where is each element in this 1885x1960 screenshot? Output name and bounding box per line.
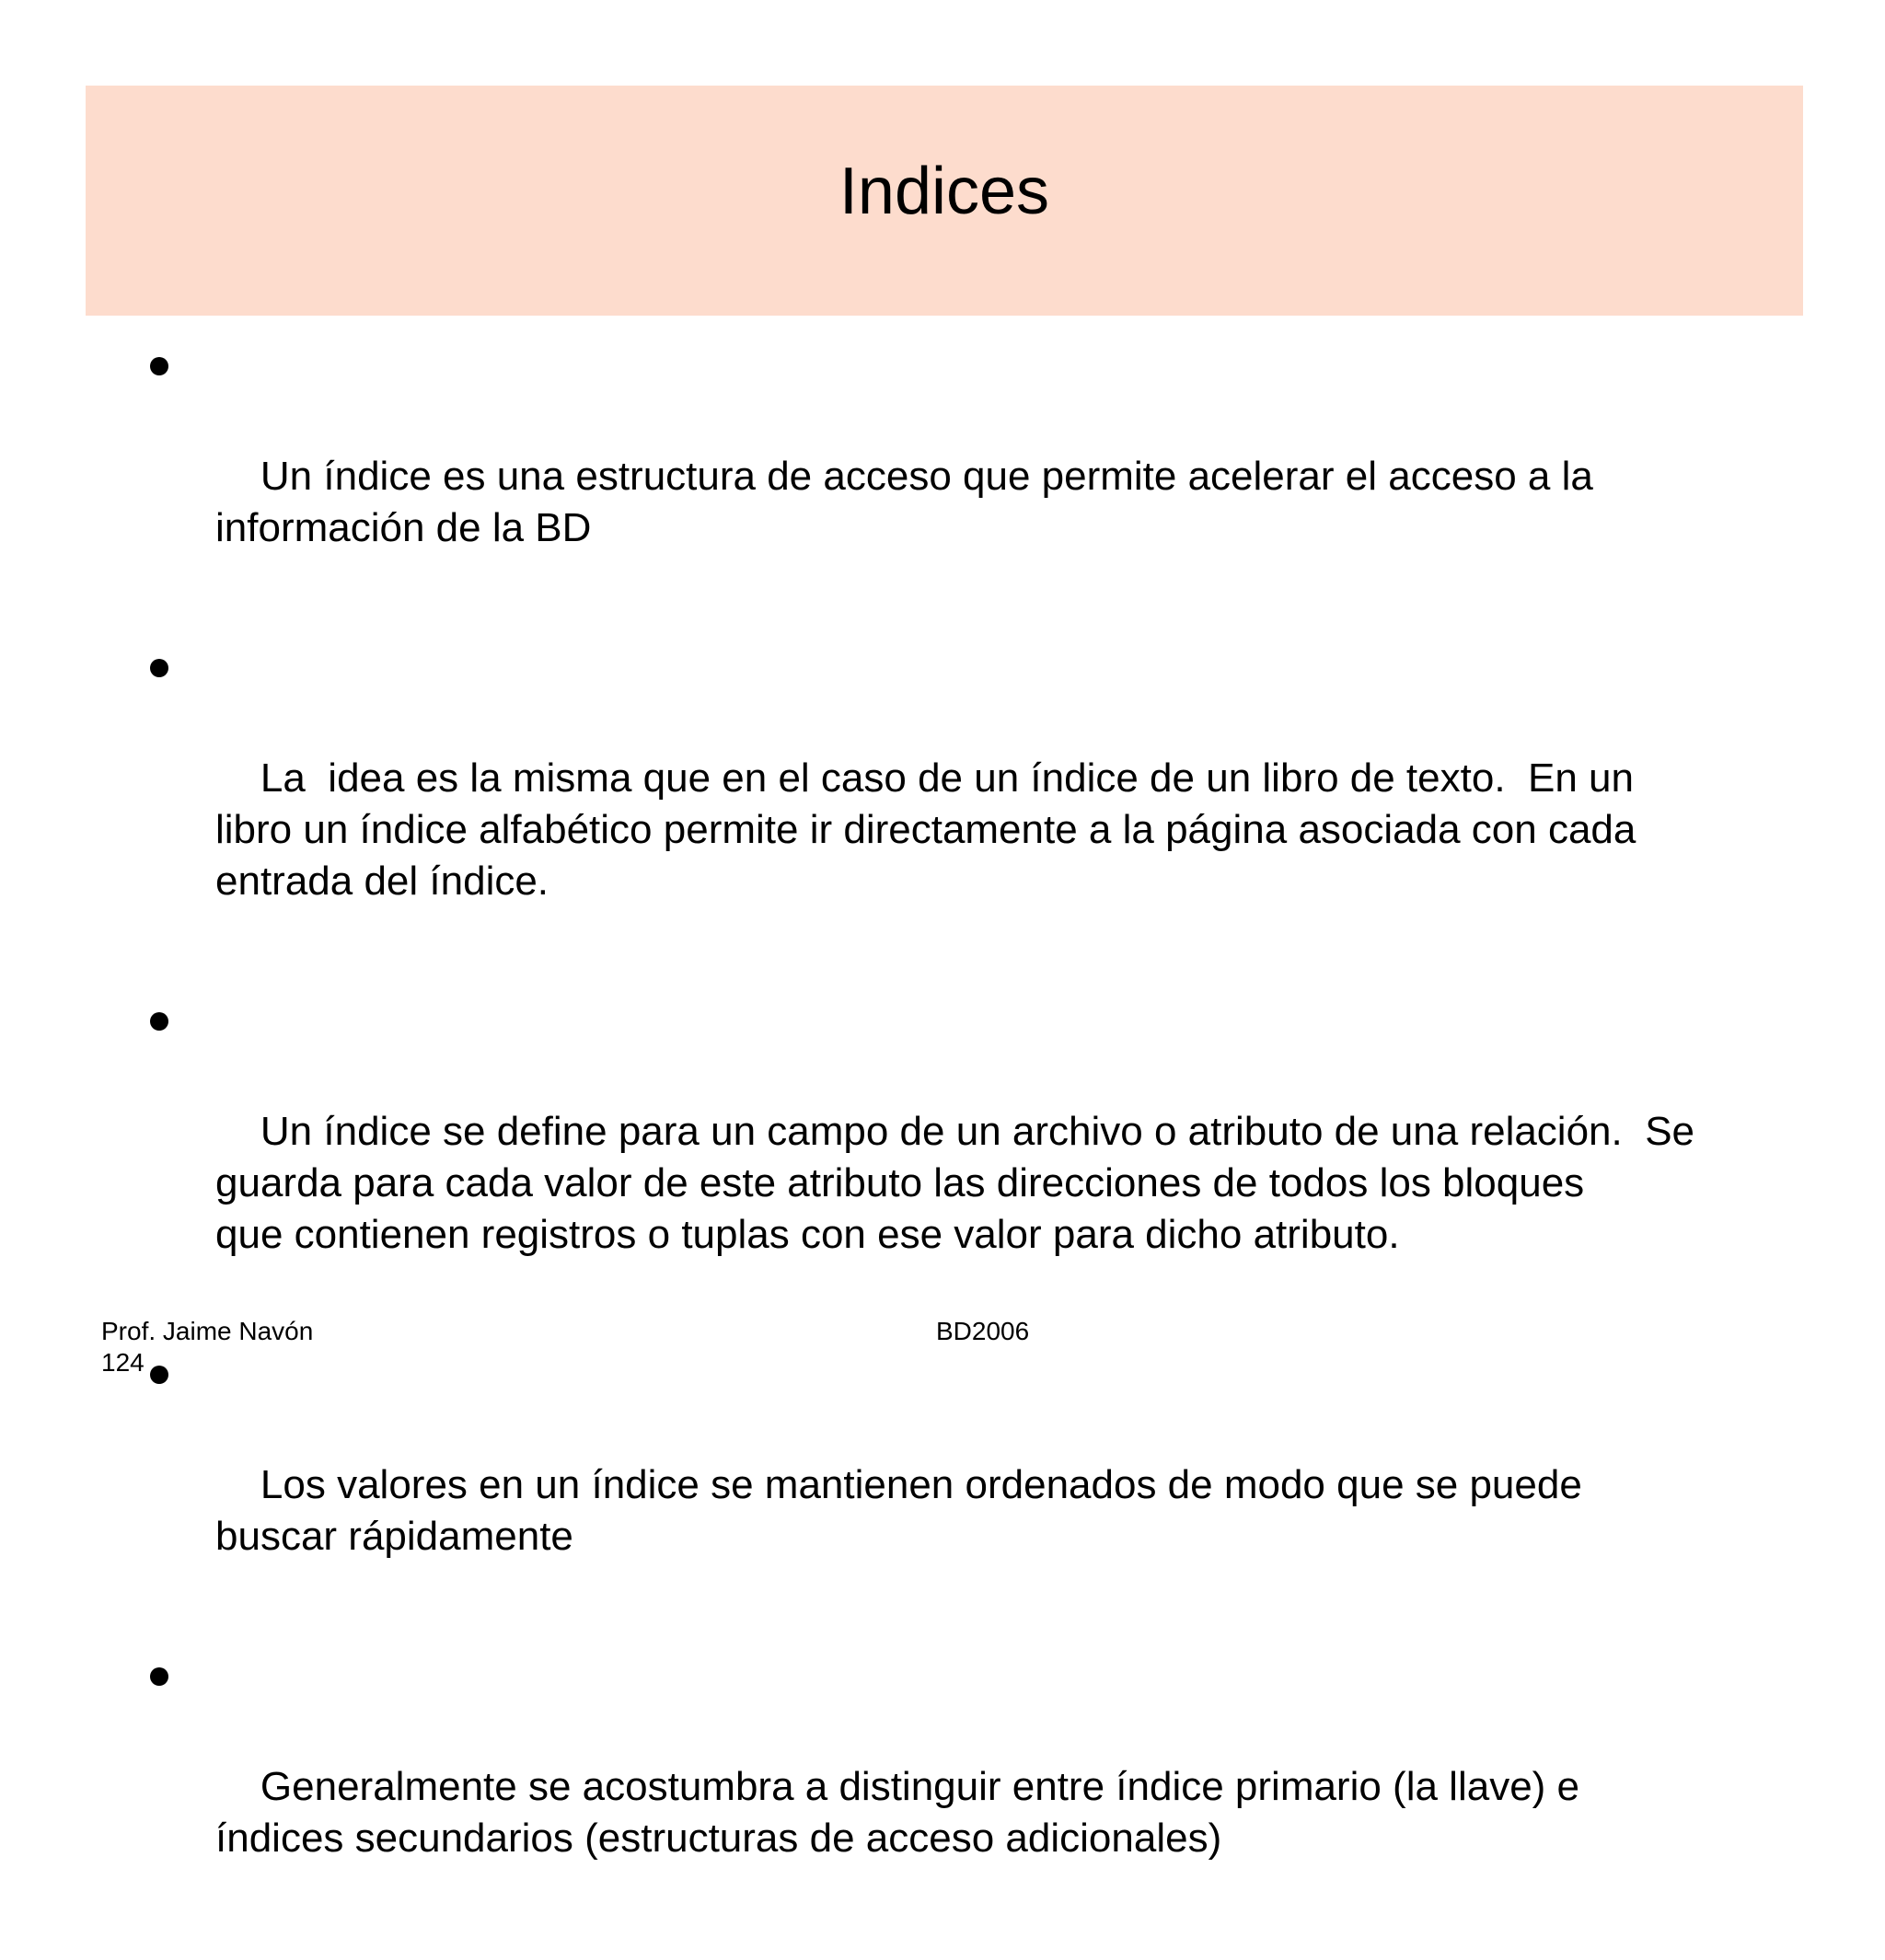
bullet-dot-icon (150, 1012, 168, 1031)
bullet-dot-icon (150, 357, 168, 375)
footer-left (101, 1316, 313, 1378)
bullet-text: Los valores en un índice se mantienen ordenados de modo que se puede buscar rápidamente (215, 1462, 1582, 1559)
bullet-dot-icon (150, 1667, 168, 1686)
bullet-dot-icon (150, 659, 168, 677)
bullet-item (0, 1658, 1885, 1916)
bullet-item (0, 348, 1885, 605)
bullet-text: La idea es la misma que en el caso de un índice de un libro de texto. En un libro un índice alfabético permite ir directamente a la página asociada con cada entrada del índice. (215, 755, 1636, 904)
bullet-item (0, 650, 1885, 959)
bullet-text: Un índice se define para un campo de un archivo o atributo de una relación. Se guarda para cada valor de este atributo las direcciones de todos los bloques que contienen registros o tuplas con ese valor para dicho atributo. (215, 1109, 1695, 1257)
title-band (86, 86, 1803, 316)
bullet-item (0, 1003, 1885, 1312)
bullet-text: Generalmente se acostumbra a distinguir entre índice primario (la llave) e índices secundarios (estructuras de acceso adicionales) (215, 1764, 1580, 1861)
bullet-item (0, 1356, 1885, 1614)
footer-page-number: 124 (101, 1348, 145, 1377)
footer-course: BD2006 (936, 1317, 1030, 1345)
bullet-text: Un índice es una estructura de acceso que permite acelerar el acceso a la información de la BD (215, 454, 1593, 550)
slide-title: Indices (838, 155, 1050, 228)
bullet-list (0, 348, 1885, 1960)
footer-author: Prof. Jaime Navón (101, 1317, 314, 1345)
